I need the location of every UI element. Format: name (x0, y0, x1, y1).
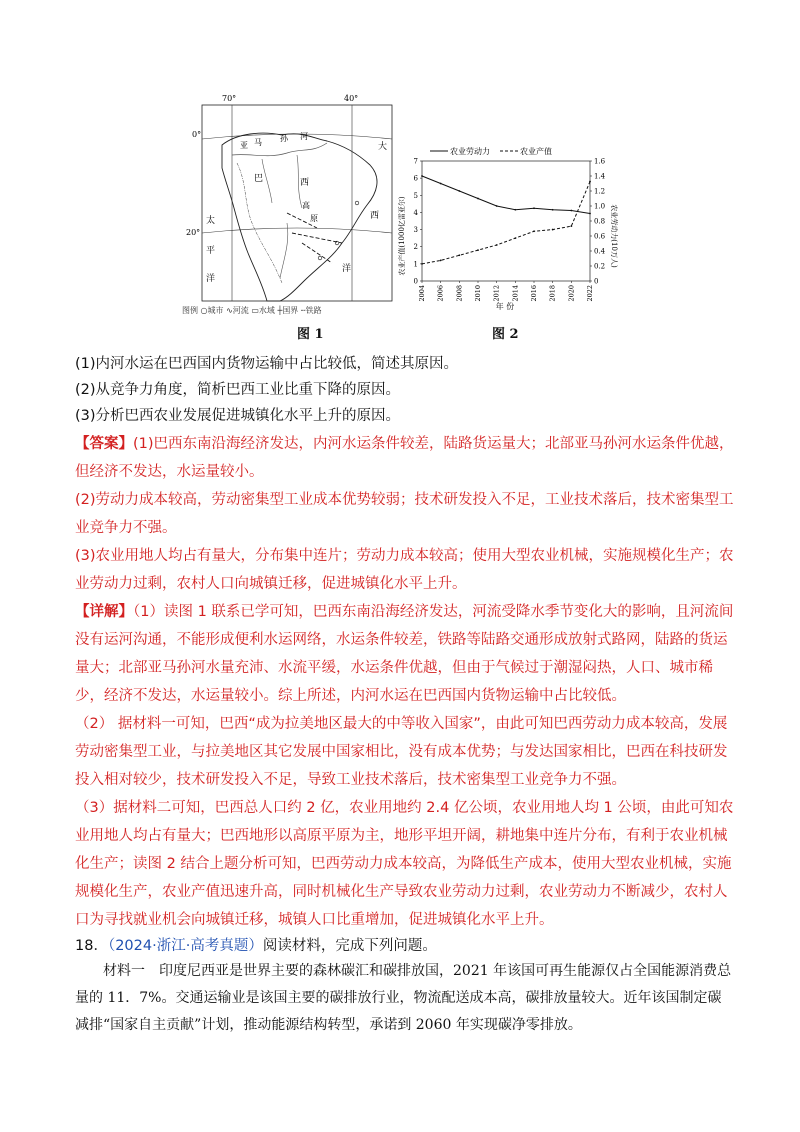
data-point-output (496, 244, 498, 246)
map-place: 平 (206, 246, 216, 256)
answer-2: (2)劳动力成本较高，劳动密集型工业成本优势较弱；技术研发投入不足，工业技术落后，技术密集型工业竞争力不强。 (75, 492, 734, 536)
map-place: 亚 (240, 141, 248, 150)
legend-item: 水域 (258, 306, 275, 315)
lat-label: 20° (186, 228, 201, 237)
y-left-tick-label: 3 (413, 226, 418, 235)
lon-label: 70° (222, 94, 237, 103)
data-point-output (533, 230, 535, 232)
plot-frame (422, 161, 590, 281)
x-tick-label: 2022 (586, 285, 594, 302)
map-place: 洋 (206, 274, 216, 284)
y-right-label: 农业劳动力(10万人) (610, 204, 618, 268)
y-right-tick-label: 0.4 (594, 247, 606, 256)
legend-item: 铁路 (305, 306, 322, 315)
data-point-labor (421, 175, 423, 177)
map-place: 高 (302, 201, 310, 210)
legend-title: 图例 (182, 306, 198, 315)
y-left-tick-label: 2 (413, 243, 418, 252)
map-place: 西 (370, 211, 380, 221)
x-tick-label: 2018 (548, 285, 557, 302)
x-tick-label: 2008 (455, 285, 464, 302)
x-tick-label: 2004 (418, 285, 426, 302)
detail-3: （3）据材料二可知，巴西总人口约 2 亿，农业用地约 2.4 亿公顷，农业用地人均 1 公顷，由此可知农业用地人均占有量大；巴西地形以高原平原为主，地形平坦开阔，耕地集中连片分布，有利于农业机械化生产；读图 2 结合上题分析可知，巴西劳动力成本较高，为降低生产成本，使用大型农业机械，实施规模化生产，农业产值迅速升高，同时机械化生产导致农业劳动力过剩，农业劳动力不断减少，农村人口为寻找就业机会向城镇迁移，城镇人口比重增加，促进城镇化水平上升。 (75, 800, 734, 928)
legend-series-labor: 农业劳动力 (450, 147, 490, 156)
data-point-output (552, 229, 554, 231)
y-right-tick-label: 1.4 (594, 172, 606, 181)
x-tick-label: 2014 (511, 285, 520, 302)
x-tick-label: 2010 (474, 285, 482, 302)
x-axis-label: 年 份 (495, 302, 515, 311)
map-legend: 图例 ○城市 ∿河流 ▭水域 ┼国界 ╌铁路 (182, 306, 322, 315)
map-place: 太 (206, 216, 216, 226)
y-right-tick-label: 1.0 (594, 202, 606, 211)
data-point-output (477, 249, 479, 251)
data-point-output (421, 263, 423, 265)
lon-label: 40° (344, 94, 359, 103)
detail-label: 【详解】 (75, 604, 133, 620)
q18-source: （2024·浙江·高考真题） (107, 938, 263, 954)
data-point-output (514, 237, 516, 239)
y-right-tick-label: 0.2 (594, 262, 606, 271)
q18-prompt: 阅读材料，完成下列问题。 (262, 938, 437, 954)
question-3: (3)分析巴西农业发展促进城镇化水平上升的原因。 (75, 408, 401, 424)
data-point-labor (458, 190, 460, 192)
data-point-output (589, 181, 591, 183)
data-point-labor (552, 209, 554, 211)
legend-series-output: 农业产值 (520, 147, 552, 156)
chart-legend (430, 146, 552, 156)
question-2: (2)从竞争力角度，简析巴西工业比重下降的原因。 (75, 382, 401, 398)
x-tick-label: 2020 (567, 285, 576, 302)
y-right-tick-label: 0.8 (594, 217, 606, 226)
y-right-tick-label: 1.6 (594, 157, 606, 166)
data-point-output (440, 260, 442, 262)
fig1-caption: 图 1 (297, 327, 324, 342)
answer-1 (75, 430, 735, 486)
y-left-tick-label: 0 (413, 277, 418, 286)
agri-chart (398, 141, 618, 311)
data-point-labor (514, 209, 516, 211)
y-left-tick-label: 5 (413, 191, 418, 200)
data-point-labor (477, 198, 479, 200)
answer-label: 【答案】 (75, 436, 133, 452)
data-point-labor (570, 210, 572, 212)
series-line-output (422, 182, 590, 264)
map-place: 原 (310, 214, 318, 223)
data-point-labor (589, 213, 591, 215)
answer-1-text: (1)巴西东南沿海经济发达，内河水运条件较差，陆路货运量大；北部亚马孙河水运条件优越，但经济不发达，水运量较小。 (75, 436, 734, 480)
y-right-tick-label: 1.2 (594, 187, 606, 196)
x-tick-label: 2016 (530, 285, 538, 302)
q18-header (75, 932, 735, 960)
answer-3: (3)农业用地人均占有量大，分布集中连片；劳动力成本较高；使用大型农业机械，实施规模化生产；农业劳动力过剩，农村人口向城镇迁移，促进城镇化水平上升。 (75, 548, 734, 592)
y-left-label: 农业产值(1000亿雷亚尔) (398, 196, 406, 276)
data-point-labor (496, 205, 498, 207)
q18-number: 18． (75, 938, 108, 954)
map-place: 大 (378, 142, 388, 152)
y-left-tick-label: 1 (413, 260, 418, 269)
x-tick-label: 2012 (492, 285, 501, 302)
y-right-tick-label: 0 (594, 277, 599, 286)
y-left-tick-label: 4 (413, 208, 418, 217)
detail-2: （2） 据材料一可知，巴西“成为拉美地区最大的中等收入国家”，由此可知巴西劳动力成本较高，发展劳动密集型工业，与拉美地区其它发展中国家相比，没有成本优势；与发达国家相比，巴西在科技研发投入相对较少，技术研发投入不足，导致工业技术落后，技术密集型工业竞争力不强。 (75, 716, 728, 788)
data-point-output (458, 254, 460, 256)
q18-material1: 材料一 印度尼西亚是世界主要的森林碳汇和碳排放国，2021 年该国可再生能源仅占全国能源消费总量的 11．7%。交通运输业是该国主要的碳排放行业，物流配送成本高，碳排放量较大。近年该国制定碳减排“国家自主贡献”计划，推动能源结构转型，承诺到 2060 年实现碳净零排放。 (75, 963, 732, 1033)
y-left-tick-label: 7 (413, 157, 418, 166)
lat-label: 0° (192, 130, 202, 139)
legend-item: 城市 (207, 306, 224, 315)
detail-1 (75, 598, 735, 710)
map-place: 洋 (342, 264, 352, 274)
x-tick-label: 2006 (436, 285, 445, 302)
series-line-labor (422, 176, 590, 214)
fig2-caption: 图 2 (492, 327, 519, 342)
map-place: 西 (300, 178, 310, 188)
map-place: 孙 (280, 134, 288, 143)
map-place: 巴 (254, 174, 264, 184)
data-point-labor (440, 183, 442, 185)
map-place: 马 (254, 138, 262, 147)
y-right-tick-label: 0.6 (594, 232, 606, 241)
detail-1-text: （1）读图 1 联系已学可知，巴西东南沿海经济发达，河流受降水季节变化大的影响，且河流间没有运河沟通，不能形成便利水运网络，水运条件较差，铁路等陆路交通形成放射式路网，陆路的货运量大；北部亚马孙河水量充沛、水流平缓，水运条件优越，但由于气候过于潮湿闷热，人口、城市稀少，经济不发达，水运量较小。综上所述，内河水运在巴西国内货物运输中占比较低。 (75, 604, 734, 704)
question-1: (1)内河水运在巴西国内货物运输中占比较低，简述其原因。 (75, 356, 459, 372)
legend-item: 国界 (282, 306, 299, 315)
legend-item: 河流 (232, 306, 249, 315)
y-left-tick-label: 6 (413, 174, 418, 183)
data-point-output (570, 225, 572, 227)
figure-block (182, 93, 618, 351)
map-place: 河 (300, 132, 308, 141)
data-point-labor (533, 207, 535, 209)
